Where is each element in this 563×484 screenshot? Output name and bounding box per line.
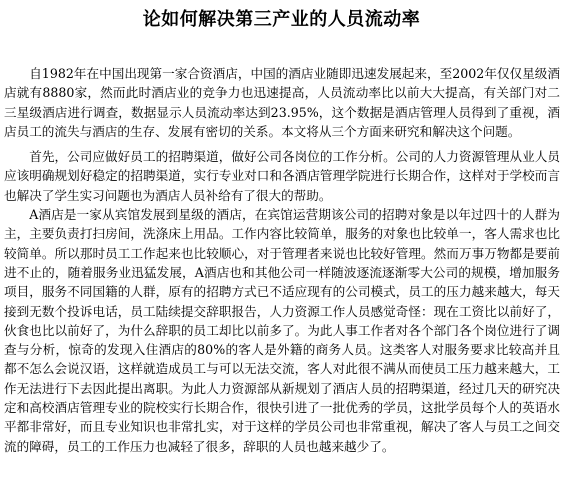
paragraph-case-hotel-a: A酒店是一家从宾馆发展到星级的酒店，在宾馆运营期该公司的招聘对象是以年过四十的人群为主，主要负责打扫房间，洗涤床上用品。工作内容比较简单，服务的对象也比较单一，客人需求也比较简单。所以那时员工工作起来也比较顺心，对于管理者来说也比较好管理。然而万事万物都是要前进不止的，随着服务业迅猛发展，A酒店也和其他公司一样随波逐流逐渐零大公司的规模，增加服务项目，服务不同国籍的人群，原有的招聘方式已不适应现有的公司模式，员工的压力越来越大，每天接到无数个投诉电话，员工陆续提交辞职报告，人力资源工作人员感觉奇怪：现在工资比以前好了，伙食也比以前好了，为什么辞职的员工却比以前多了。为此人事工作者对各个部门各个岗位进行了调查与分析，惊奇的发现入住酒店的80%的客人是外籍的商务人员。这类客人对服务要求比较高并且都不怎么会说汉语，这样就造成员工与可以无法交流，客人对此很不满从而使员工压力越来越大，工作无法进行下去因此提出离职。为此人力资源部从新规划了酒店人员的招聘渠道，经过几天的研究决定和高校酒店管理专业的院校实行长期合作，很快引进了一批优秀的学员，这批学员每个人的英语水平都非常好，而且专业知识也非常扎实，对于这样的学员公司也非常重视，解决了客人与员工之间交流的障碍，员工的工作压力也减轻了很多，辞职的人员也越来越少了。 [4,207,560,454]
document-title: 论如何解决第三产业的人员流动率 [142,9,421,30]
document-body [4,64,560,456]
paragraph-recruitment-channels: 首先，公司应做好员工的招聘渠道，做好公司各岗位的工作分析。公司的人力资源管理从业人员应该明确规划好稳定的招聘渠道，实行专业对口和各酒店管理学院进行长期合作，这样对于学校而言也解决了学生实习问题也为酒店人员补给有了很大的帮助。 [4,149,560,203]
paragraph-intro: 自1982年在中国出现第一家合资酒店，中国的酒店业随即迅速发展起来，至2002年仅仅星级酒店就有8880家，然而此时酒店业的竞争力也迅速提高，人员流动率比以前大大提高，有关部门对二三星级酒店进行调查，数据显示人员流动率达到23.95%，这个数据是酒店管理人员得到了重视，酒店员工的流失与酒店的生存、发展有密切的关系。本文将从三个方面来研究和解决这个问题。 [4,66,560,139]
